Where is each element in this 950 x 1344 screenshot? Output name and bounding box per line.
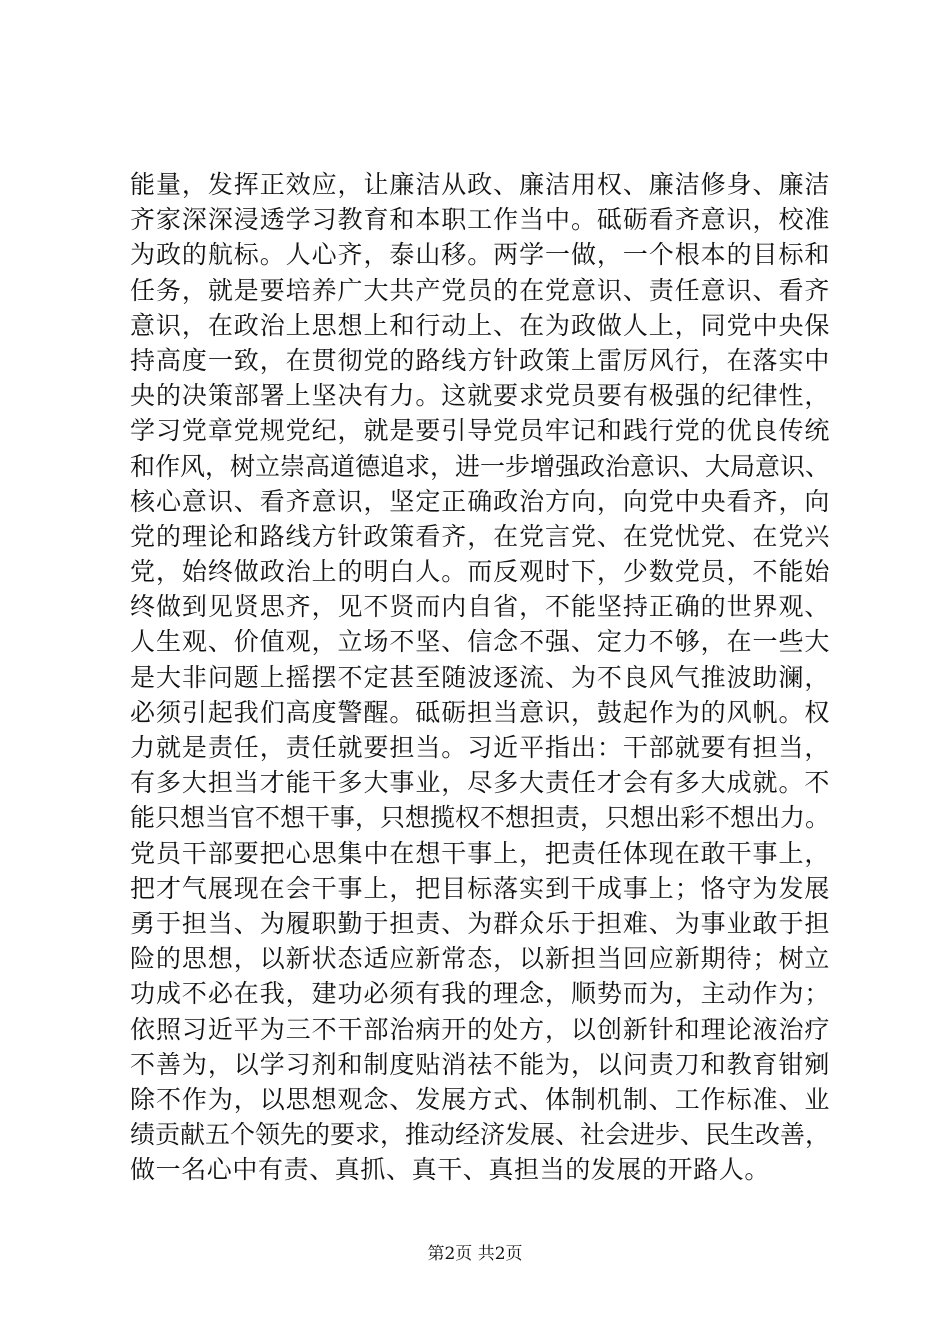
body-paragraph (130, 167, 830, 1187)
text-line: 不善为，以学习剂和制度贴消祛不能为，以问责刀和教育钳剜 (130, 1049, 830, 1079)
text-line: 意识，在政治上思想上和行动上、在为政做人上，同党中央保 (130, 310, 830, 340)
text-line: 齐家深深浸透学习教育和本职工作当中。砥砺看齐意识，校准 (130, 205, 830, 235)
text-line: 能只想当官不想干事，只想揽权不想担责，只想出彩不想出力。 (130, 803, 831, 833)
page-footer (0, 1242, 950, 1266)
text-line: 央的决策部署上坚决有力。这就要求党员要有极强的纪律性， (130, 381, 830, 411)
text-line: 为政的航标。人心齐，泰山移。两学一做，一个根本的目标和 (130, 240, 830, 270)
text-line: 有多大担当才能干多大事业，尽多大责任才会有多大成就。不 (130, 768, 830, 798)
text-line: 党，始终做政治上的明白人。而反观时下，少数党员，不能始 (130, 557, 830, 587)
text-line: 力就是责任，责任就要担当。习近平指出：干部就要有担当， (130, 733, 830, 762)
page-number-label: 第2页 共2页 (427, 1244, 523, 1264)
text-line: 持高度一致，在贯彻党的路线方针政策上雷厉风行，在落实中 (130, 345, 830, 375)
text-line: 党的理论和路线方针政策看齐，在党言党、在党忧党、在党兴 (130, 521, 830, 551)
text-line: 绩贡献五个领先的要求，推动经济发展、社会进步、民生改善， (130, 1120, 831, 1150)
text-line: 是大非问题上摇摆不定甚至随波逐流、为不良风气推波助澜， (130, 662, 830, 692)
text-line: 党员干部要把心思集中在想干事上，把责任体现在敢干事上， (130, 838, 830, 868)
text-line: 除不作为，以思想观念、发展方式、体制机制、工作标准、业 (130, 1084, 830, 1114)
text-line: 能量，发挥正效应，让廉洁从政、廉洁用权、廉洁修身、廉洁 (130, 170, 830, 199)
text-line: 勇于担当、为履职勤于担责、为群众乐于担难、为事业敢于担 (130, 908, 830, 938)
text-line: 依照习近平为三不干部治病开的处方，以创新针和理论液治疗 (130, 1014, 830, 1044)
text-line: 任务，就是要培养广大共产党员的在党意识、责任意识、看齐 (130, 275, 830, 305)
text-line: 险的思想，以新状态适应新常态，以新担当回应新期待；树立 (130, 944, 830, 974)
text-line: 必须引起我们高度警醒。砥砺担当意识，鼓起作为的风帆。权 (130, 697, 830, 727)
text-line: 和作风，树立崇高道德追求，进一步增强政治意识、大局意识、 (130, 451, 831, 481)
text-line: 核心意识、看齐意识，坚定正确政治方向，向党中央看齐，向 (130, 486, 830, 516)
text-line-last: 做一名心中有责、真抓、真干、真担当的发展的开路人。 (130, 1155, 771, 1185)
text-line: 学习党章党规党纪，就是要引导党员牢记和践行党的优良传统 (130, 416, 830, 446)
text-line: 功成不必在我，建功必须有我的理念，顺势而为，主动作为； (130, 979, 830, 1009)
text-line: 终做到见贤思齐，见不贤而内自省，不能坚持正确的世界观、 (130, 592, 830, 622)
text-line: 把才气展现在会干事上，把目标落实到干成事上；恪守为发展 (130, 873, 830, 903)
text-line: 人生观、价值观，立场不坚、信念不强、定力不够，在一些大 (130, 627, 830, 657)
